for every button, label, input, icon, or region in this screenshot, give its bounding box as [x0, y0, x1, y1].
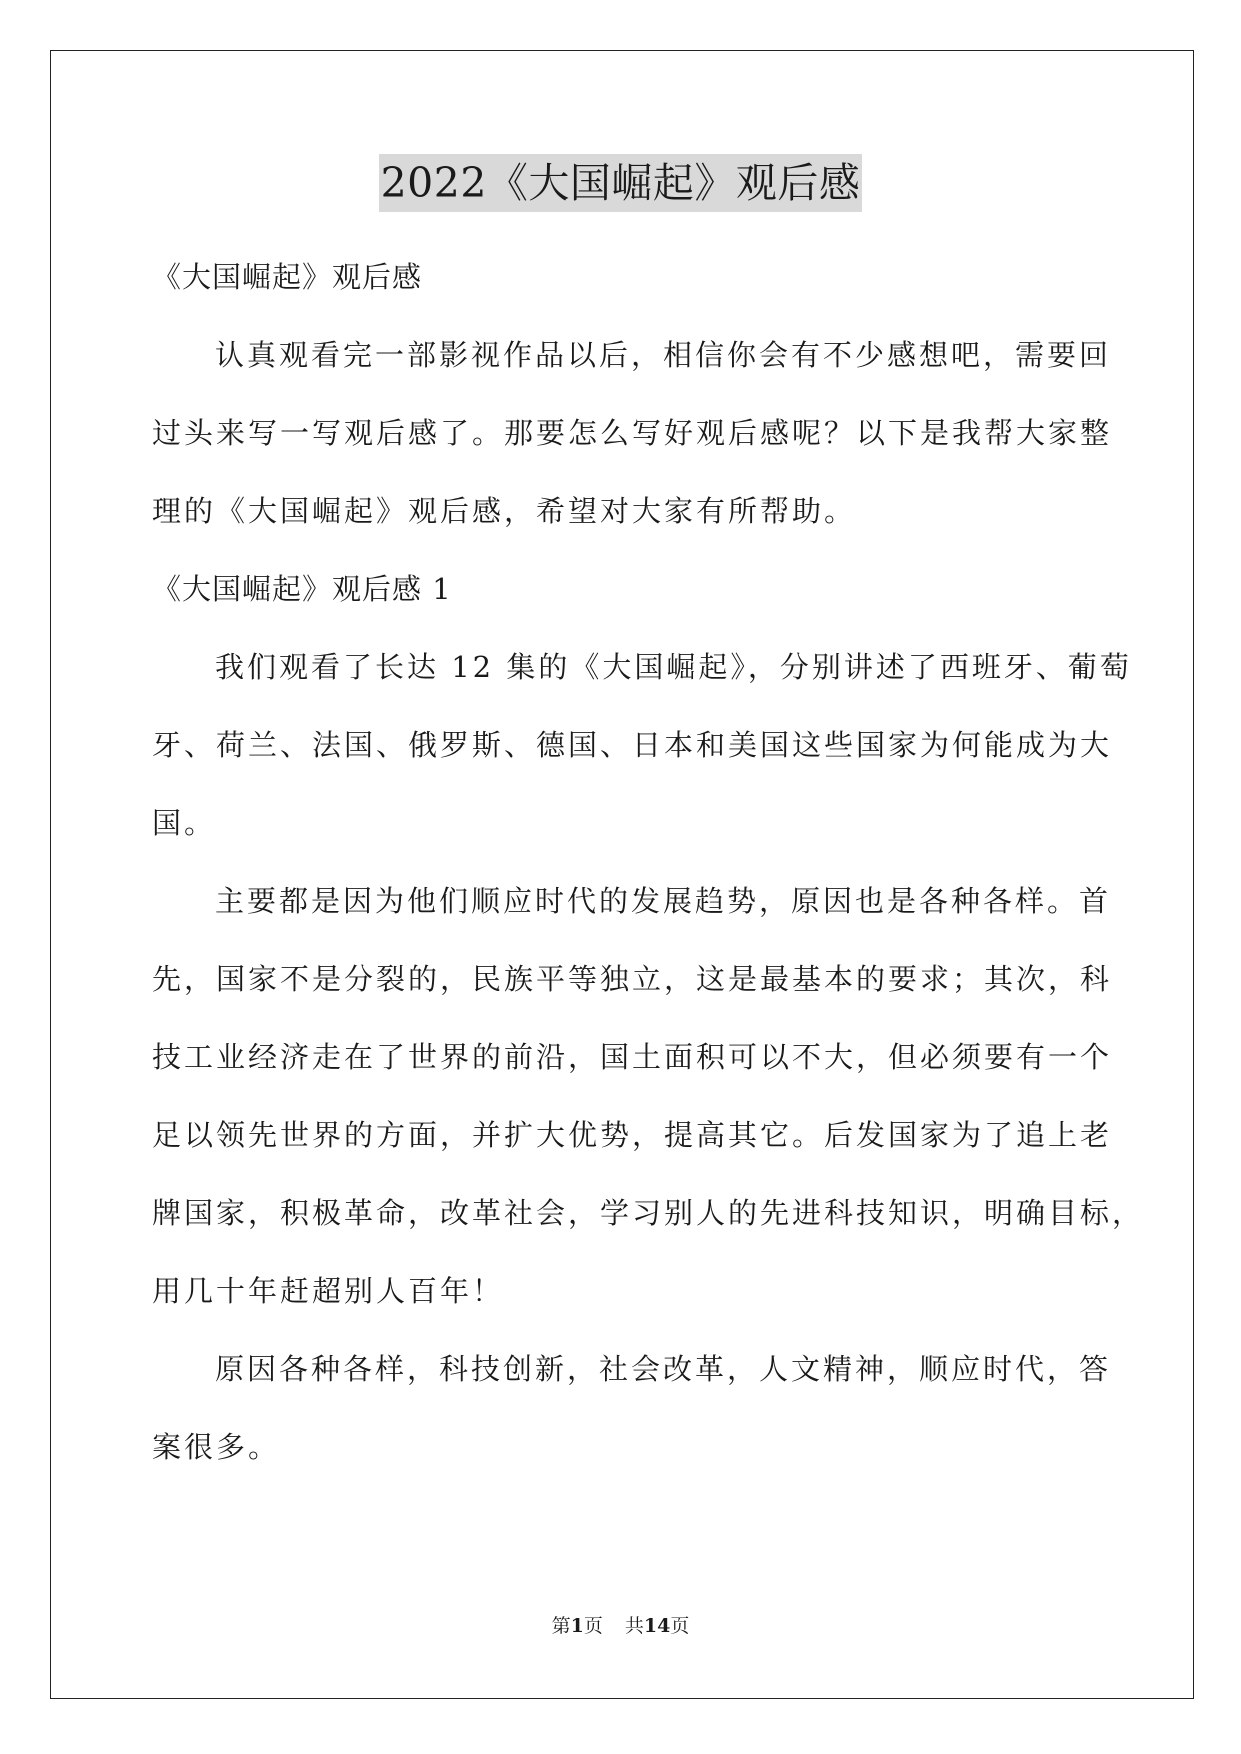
paragraph-line: 主要都是因为他们顺应时代的发展趋势，原因也是各种各样。首: [215, 884, 1112, 918]
page-number-current: 1: [570, 1615, 584, 1637]
paragraph-line: 案很多。: [152, 1430, 281, 1464]
paragraph-line: 足以领先世界的方面，并扩大优势，提高其它。后发国家为了追上老: [152, 1118, 1113, 1152]
page-footer: [0, 1614, 1241, 1638]
page-total-count: 14: [643, 1615, 671, 1637]
section-heading: 《大国崛起》观后感: [152, 260, 423, 294]
paragraph-line: 原因各种各样，科技创新，社会改革，人文精神，顺应时代，答: [215, 1352, 1112, 1386]
document-body: [152, 238, 1145, 1486]
paragraph-line: 先，国家不是分裂的，民族平等独立，这是最基本的要求；其次，科: [152, 962, 1113, 996]
paragraph-line: 过头来写一写观后感了。那要怎么写好观后感呢？以下是我帮大家整: [152, 416, 1113, 450]
page-number-prefix: 第: [551, 1615, 571, 1637]
document-title: 2022《大国崛起》观后感: [379, 154, 863, 212]
paragraph-line: 认真观看完一部影视作品以后，相信你会有不少感想吧，需要回: [215, 338, 1112, 372]
page-total-suffix: 页: [670, 1615, 690, 1637]
page-number-suffix: 页: [583, 1615, 603, 1637]
paragraph-line: 国。: [152, 806, 217, 840]
paragraph-line: 牙、荷兰、法国、俄罗斯、德国、日本和美国这些国家为何能成为大: [152, 728, 1113, 762]
title-container: [0, 154, 1241, 212]
paragraph-line: 理的《大国崛起》观后感，希望对大家有所帮助。: [152, 494, 857, 528]
paragraph-line: 技工业经济走在了世界的前沿，国土面积可以不大，但必须要有一个: [152, 1040, 1113, 1074]
paragraph-line: 用几十年赶超别人百年！: [152, 1274, 505, 1308]
page-total-prefix: 共: [624, 1615, 644, 1637]
section-heading: 《大国崛起》观后感 1: [152, 572, 452, 606]
paragraph-line: 牌国家，积极革命，改革社会，学习别人的先进科技知识，明确目标，: [152, 1196, 1145, 1230]
paragraph-line: 我们观看了长达 12 集的《大国崛起》，分别讲述了西班牙、葡萄: [215, 650, 1132, 684]
